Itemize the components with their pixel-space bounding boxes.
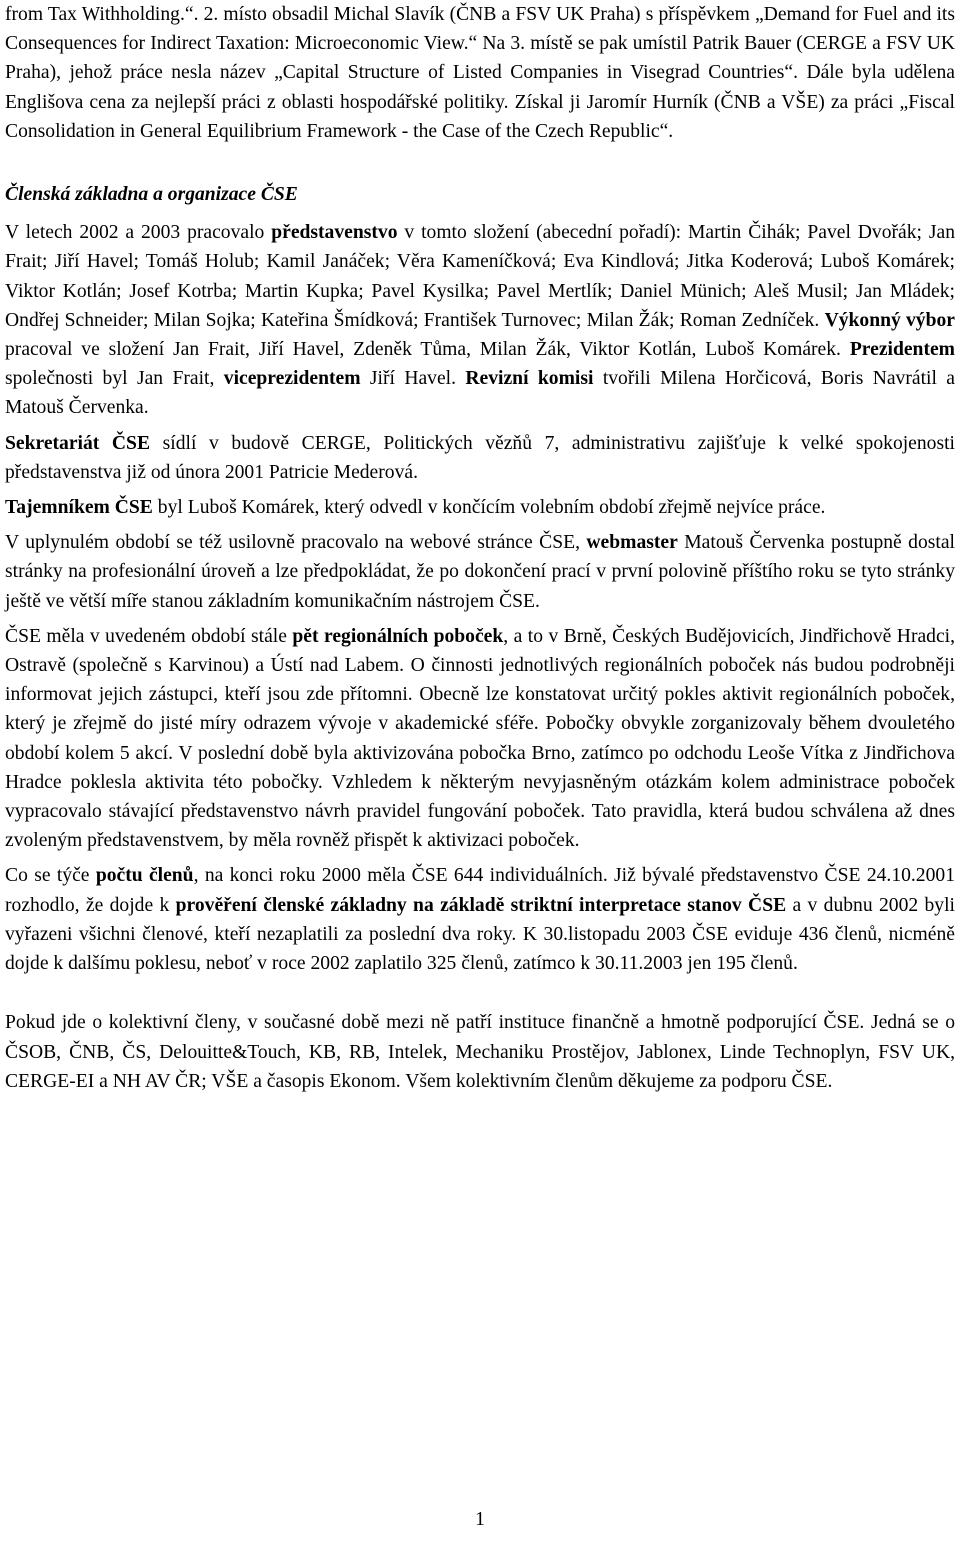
bold-text: Prezidentem (849, 339, 955, 361)
bold-text: Sekretariát ČSE (5, 432, 151, 454)
bold-text: prověření členské základny na základě striktní interpretace stanov ČSE (175, 894, 787, 916)
text-run: V letech 2002 a 2003 pracovalo (5, 222, 272, 244)
paragraph-awards (5, 0, 955, 146)
paragraph-website (5, 528, 955, 616)
document-page (5, 0, 955, 1096)
text-run: V uplynulém období se též usilovně pracovalo na webové stránce ČSE, (5, 532, 587, 554)
paragraph-branches (5, 622, 955, 856)
text-run: společnosti byl Jan Frait, (5, 368, 224, 390)
bold-text: Revizní komisi (465, 368, 594, 390)
text-run: byl Luboš Komárek, který odvedl v končícím volebním období zřejmě nejvíce práce. (152, 497, 826, 519)
text-run: Matouš Červenka postupně dostal stránky na profesionální úroveň a lze předpokládat, že po dokončení prací v první polovině příštího roku se tyto stránky ještě ve větší míře stanou základním komunikačním nástrojem ČSE. (5, 532, 955, 612)
bold-text: viceprezidentem (223, 368, 361, 390)
paragraph-membership (5, 861, 955, 978)
text-run: Pokud jde o kolektivní členy, v současné době mezi ně patří instituce finančně a hmotně podporující ČSE. Jedná se o ČSOB, ČNB, ČS, Delouitte&Touch, KB, RB, Intelek, Mechaniku Prostějov, Jablonex, Linde Technoplyn, FSV UK, CERGE-EI a NH AV ČR; VŠE a časopis Ekonom. Všem kolektivním členům děkujeme za podporu ČSE. (5, 1012, 955, 1092)
heading-text: Členská základna a organizace ČSE (5, 184, 298, 206)
text-run: a v dubnu 2002 byli vyřazeni všichni členové, kteří nezaplatili za poslední dva roky. K 30.listopadu 2003 ČSE eviduje 436 členů, nicméně dojde k dalšímu poklesu, neboť v roce 2002 zaplatilo 325 členů, zatímco k 30.11.2003 jen 195 členů. (5, 894, 955, 975)
text-run: Jiří Havel. (360, 368, 466, 390)
text-run: tvořili Milena Horčicová, Boris Navrátil a Matouš Červenka. (5, 368, 955, 419)
bold-text: pět regionálních poboček (292, 625, 504, 647)
text-run: sídlí v budově CERGE, Politických vězňů 7, administrativu zajišťuje k velké spokojenosti představenstva již od února 2001 Patricie Mederová. (5, 432, 955, 483)
text-run: , a to v Brně, Českých Budějovicích, Jindřichově Hradci, Ostravě (společně s Karvinou) a Ústí nad Labem. O činnosti jednotlivých regionálních poboček nás budou podrobněji informovat jejich zástupci, kteří jsou zde přítomni. Obecně lze konstatovat určitý pokles aktivit regionálních poboček, který je zřejmě do jisté míry odrazem vývoje v akademické sféře. Pobočky obvykle zorganizovaly během dvouletého období kolem 5 akcí. V poslední době byla aktivizována pobočka Brno, zatímco po odchodu Leoše Vítka z Jindřichova Hradce poklesla aktivita této pobočky. Vzhledem k některým nevyjasněným otázkám kolem administrace poboček vypracovalo stávající představenstvo návrh pravidel fungování poboček. Tato pravidla, která budou schválena až dnes zvoleným představenstvem, by měla rovněž přispět k aktivizaci poboček. (5, 625, 955, 852)
text-run: ČSE měla v uvedeném období stále (5, 625, 293, 647)
text-run: , na konci roku 2000 měla ČSE 644 individuálních. Již bývalé představenstvo ČSE 24.10.2001 rozhodlo, že dojde k (5, 865, 955, 916)
bold-text: Výkonný výbor (824, 309, 955, 331)
bold-text: Tajemníkem ČSE (5, 497, 153, 519)
page-number: 1 (475, 1509, 485, 1530)
text-run: Co se týče (5, 865, 96, 887)
paragraph-collective-members (5, 1008, 955, 1096)
bold-text: webmaster (586, 532, 678, 554)
bold-text: představenstvo (271, 222, 398, 244)
text-run: v tomto složení (abecední pořadí): Martin Čihák; Pavel Dvořák; Jan Frait; Jiří Havel; Tomáš Holub; Kamil Janáček; Věra Kameníčková; Eva Kindlová; Jitka Koderová; Luboš Komárek; Viktor Kotlán; Josef Kotrba; Martin Kupka; Pavel Kysilka; Pavel Mertlík; Daniel Münich; Aleš Musil; Jan Mládek; Ondřej Schneider; Milan Sojka; Kateřina Šmídková; František Turnovec; Milan Žák; Roman Zedníček. (5, 222, 955, 331)
bold-text: počtu členů (95, 865, 194, 887)
section-heading (5, 180, 955, 209)
paragraph-secretariat (5, 429, 955, 487)
text-run: from Tax Withholding.“. 2. místo obsadil Michal Slavík (ČNB a FSV UK Praha) s příspěvkem „Demand for Fuel and its Consequences for Indirect Taxation: Microeconomic View.“ Na 3. místě se pak umístil Patrik Bauer (CERGE a FSV UK Praha), jehož práce nesla název „Capital Structure of Listed Companies in Visegrad Countries“. Dále byla udělena Englišova cena za nejlepší práci z oblasti hospodářské politiky. Získal ji Jaromír Hurník (ČNB a VŠE) za práci „Fiscal Consolidation in General Equilibrium Framework - the Case of the Czech Republic“. (5, 4, 955, 142)
paragraph-board (5, 218, 955, 422)
paragraph-secretary (5, 493, 955, 522)
text-run: pracoval ve složení Jan Frait, Jiří Havel, Zdeněk Tůma, Milan Žák, Viktor Kotlán, Luboš Komárek. (5, 339, 850, 361)
